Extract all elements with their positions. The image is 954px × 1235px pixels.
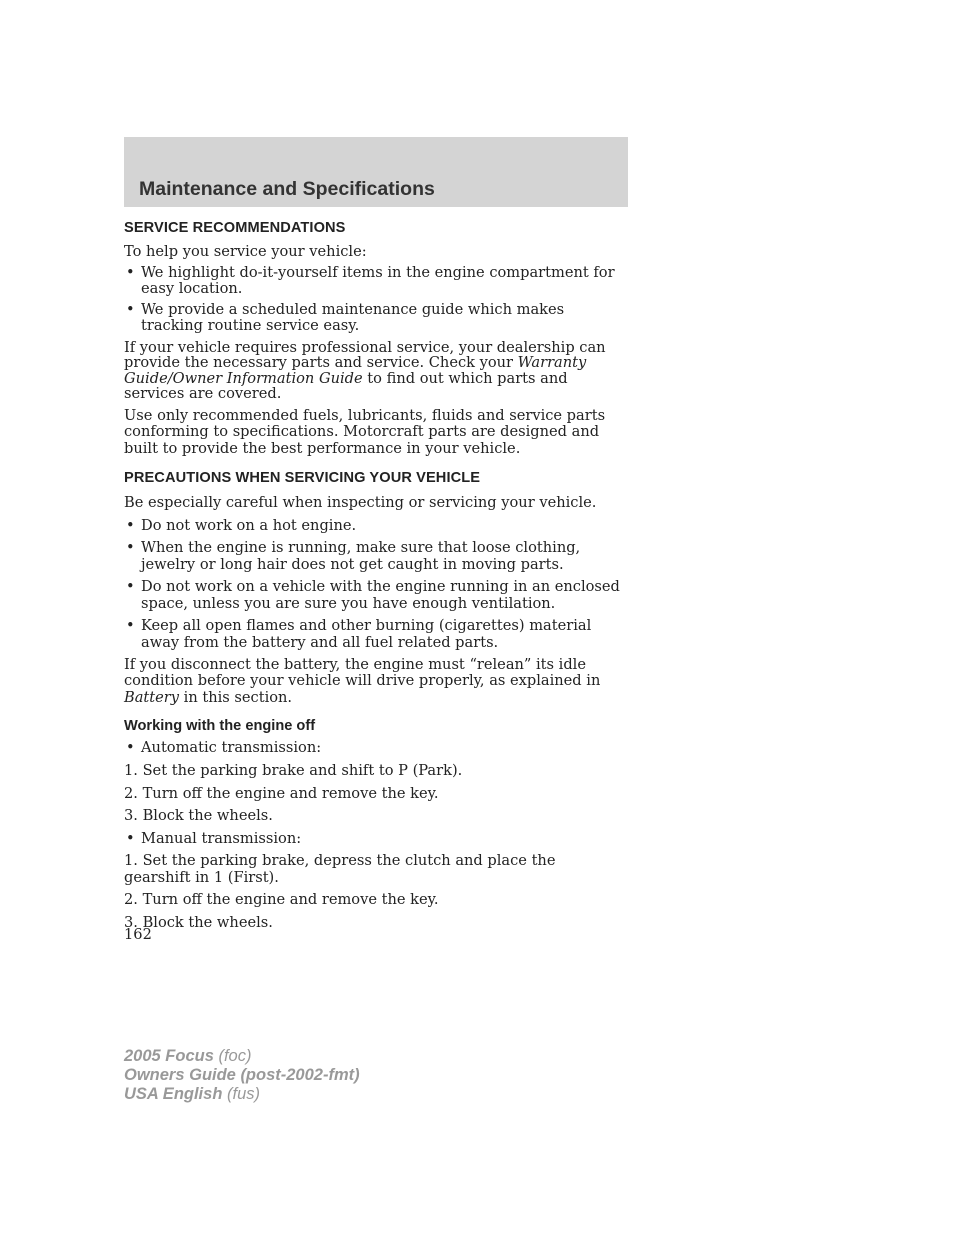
list-item: • Do not work on a hot engine.	[126, 516, 357, 534]
heading-precautions: PRECAUTIONS WHEN SERVICING YOUR VEHICLE	[124, 470, 481, 487]
warranty-guide-reference: Warranty Guide/Owner Information Guide	[124, 354, 587, 387]
page-content	[124, 221, 624, 931]
bullet-icon: •	[126, 301, 135, 319]
footer-line-language: USA English (fus)	[124, 1085, 260, 1103]
precautions-intro: Be especially careful when inspecting or servicing your vehicle.	[124, 494, 597, 512]
heading-engine-off: Working with the engine off	[124, 717, 316, 734]
bullet-icon: •	[126, 516, 135, 534]
list-item: • Keep all open flames and other burning (cigarettes) material away from the battery and all fuel related parts.	[126, 617, 592, 651]
footer-line-model: 2005 Focus (foc)	[124, 1047, 252, 1065]
list-item: • When the engine is running, make sure that loose clothing, jewelry or long hair does not get caught in moving parts.	[126, 539, 581, 573]
list-item: • Manual transmission:	[126, 829, 302, 847]
bullet-icon: •	[126, 578, 135, 596]
list-item: • Do not work on a vehicle with the engine running in an enclosed space, unless you are sure you have enough ventilation.	[126, 578, 620, 612]
precautions-battery-paragraph: If you disconnect the battery, the engine must “relean” its idle condition before your vehicle will drive properly, as explained in Battery in this section.	[124, 656, 601, 706]
bullet-icon: •	[126, 739, 135, 757]
section-header-band	[124, 137, 628, 207]
section-title: Maintenance and Specifications	[139, 178, 435, 200]
list-item: • Automatic transmission:	[126, 739, 322, 757]
bullet-icon: •	[126, 264, 135, 282]
list-item: 2. Turn off the engine and remove the key.	[124, 784, 439, 802]
bullet-icon: •	[126, 829, 135, 847]
document-footer	[124, 1047, 360, 1104]
battery-reference: Battery	[124, 688, 180, 706]
list-item: 1. Set the parking brake and shift to P (Park).	[124, 762, 463, 780]
list-item: 3. Block the wheels.	[124, 913, 273, 931]
list-item: 2. Turn off the engine and remove the key.	[124, 891, 439, 909]
heading-service-recommendations: SERVICE RECOMMENDATIONS	[124, 220, 346, 236]
service-paragraph-1: If your vehicle requires professional service, your dealership can provide the necessary parts and service. Check your Warranty Guide/Owner Information Guide to find out which parts and services are covered.	[124, 338, 606, 403]
list-item: 1. Set the parking brake, depress the clutch and place the gearshift in 1 (First).	[124, 852, 556, 886]
list-item: • We provide a scheduled maintenance guide which makes tracking routine service easy.	[126, 301, 565, 334]
service-intro: To help you service your vehicle:	[124, 242, 367, 260]
list-item: 3. Block the wheels.	[124, 807, 273, 825]
page-number: 162	[124, 926, 152, 943]
list-item: • We highlight do-it-yourself items in the engine compartment for easy location.	[126, 264, 615, 297]
bullet-icon: •	[126, 617, 135, 635]
footer-line-guide: Owners Guide (post-2002-fmt)	[124, 1066, 360, 1084]
service-paragraph-2: Use only recommended fuels, lubricants, fluids and service parts conforming to specifications. Motorcraft parts are designed and built to provide the best performance in your vehicle.	[124, 406, 606, 457]
bullet-icon: •	[126, 539, 135, 557]
